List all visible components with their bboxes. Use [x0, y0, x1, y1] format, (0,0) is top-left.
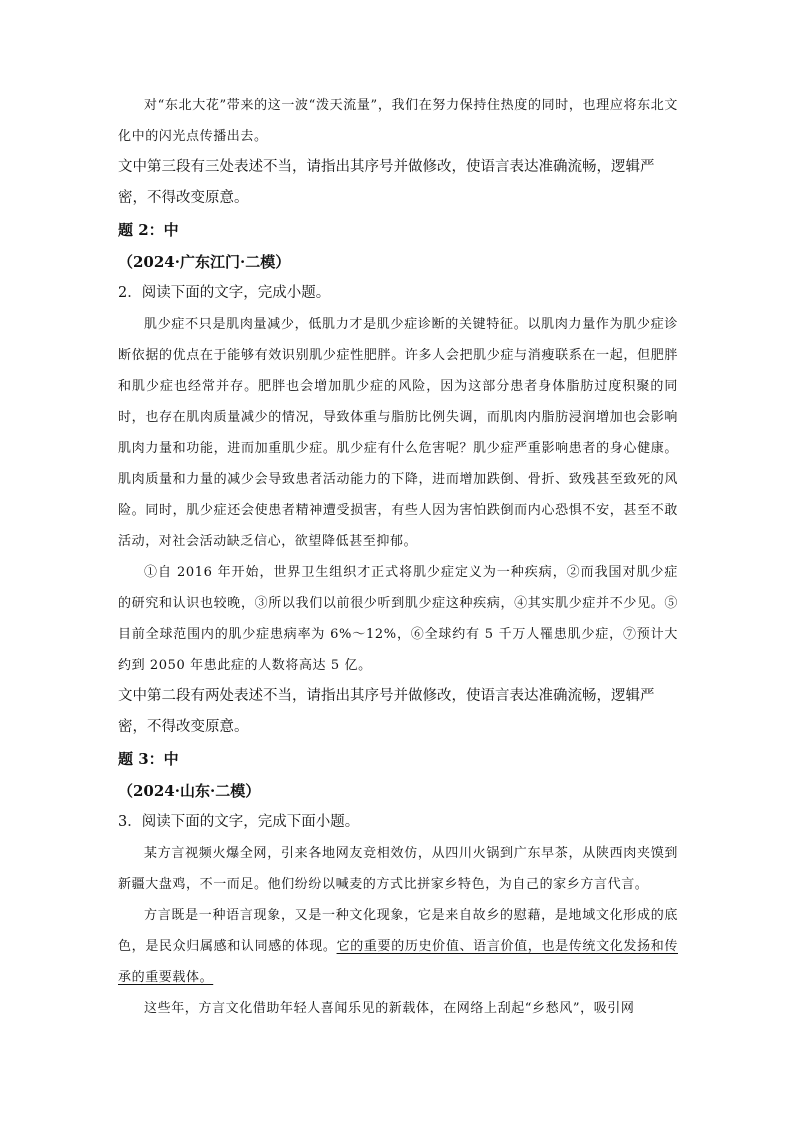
section1-paragraph: 对“东北大花”带来的这一波“泼天流量”，我们在努力保持住热度的同时，也理应将东北文化中的闪光点传播出去。 — [118, 98, 678, 144]
section1-instruction: 文中第三段有三处表述不当，请指出其序号并做修改，使语言表达准确流畅，逻辑严密，不得改变原意。 — [118, 159, 655, 206]
q3-prompt: 3．阅读下面的文字，完成下面小题。 — [118, 814, 360, 830]
q3-title: 题 3：中 — [118, 750, 179, 768]
q3-paragraph-2-text: 方言既是一种语言现象，又是一种文化现象，它是来自故乡的慰藉，是地域文化形成的底色，是民众归属感和认同感的体现。 — [118, 908, 678, 954]
q2-paragraph-2: ①自 2016 年开始，世界卫生组织才正式将肌少症定义为一种疾病，②而我国对肌少症的研究和认识也较晚，③所以我们以前很少听到肌少症这种疾病，④其实肌少症并不少见。⑤目前全球范围内的肌少症患病率为 6%～12%，⑥全球约有 5 千万人罹患肌少症，⑦预计大约到 2050 年患此症的人数将高达 5 亿。 — [118, 565, 678, 673]
q2-title: 题 2：中 — [118, 221, 179, 239]
q2-paragraph-1: 肌少症不只是肌肉量减少，低肌力才是肌少症诊断的关键特征。以肌肉力量作为肌少症诊断依据的优点在于能够有效识别肌少症性肥胖。许多人会把肌少症与消瘦联系在一起，但肥胖和肌少症也经常并存。肥胖也会增加肌少症的风险，因为这部分患者身体脂肪过度积聚的同时，也存在肌肉质量减少的情况，导致体重与脂肪比例失调，而肌肉内脂肪浸润增加也会影响肌肉力量和功能，进而加重肌少症。肌少症有什么危害呢？肌少症严重影响患者的身心健康。肌肉质量和力量的减少会导致患者活动能力的下降，进而增加跌倒、骨折、致残甚至致死的风险。同时，肌少症还会使患者精神遭受损害，有些人因为害怕跌倒而内心恐惧不安，甚至不敢活动，对社会活动缺乏信心，欲望降低甚至抑郁。 — [118, 317, 678, 549]
q3-paragraph-2 — [118, 900, 678, 993]
q2-prompt: 2．阅读下面的文字，完成小题。 — [118, 285, 331, 301]
q2-instruction: 文中第二段有两处表述不当，请指出其序号并做修改，使语言表达准确流畅，逻辑严密，不得改变原意。 — [118, 688, 655, 735]
q3-source: （2024·山东·二模） — [118, 782, 261, 800]
q3-paragraph-1: 某方言视频火爆全网，引来各地网友竞相效仿，从四川火锅到广东早茶，从陕西肉夹馍到新疆大盘鸡，不一而足。他们纷纷以喊麦的方式比拼家乡特色，为自己的家乡方言代言。 — [118, 846, 678, 892]
q3-paragraph-3: 这些年，方言文化借助年轻人喜闻乐见的新载体，在网络上刮起“乡愁风”，吸引网 — [144, 1001, 635, 1016]
q3-underlined-sentence: 它的重要的历史价值、语言价值，也是传统文化发扬和传承的重要载体。 — [118, 939, 678, 985]
document-page — [118, 90, 678, 1024]
q2-source: （2024·广东江门·二模） — [118, 253, 291, 271]
